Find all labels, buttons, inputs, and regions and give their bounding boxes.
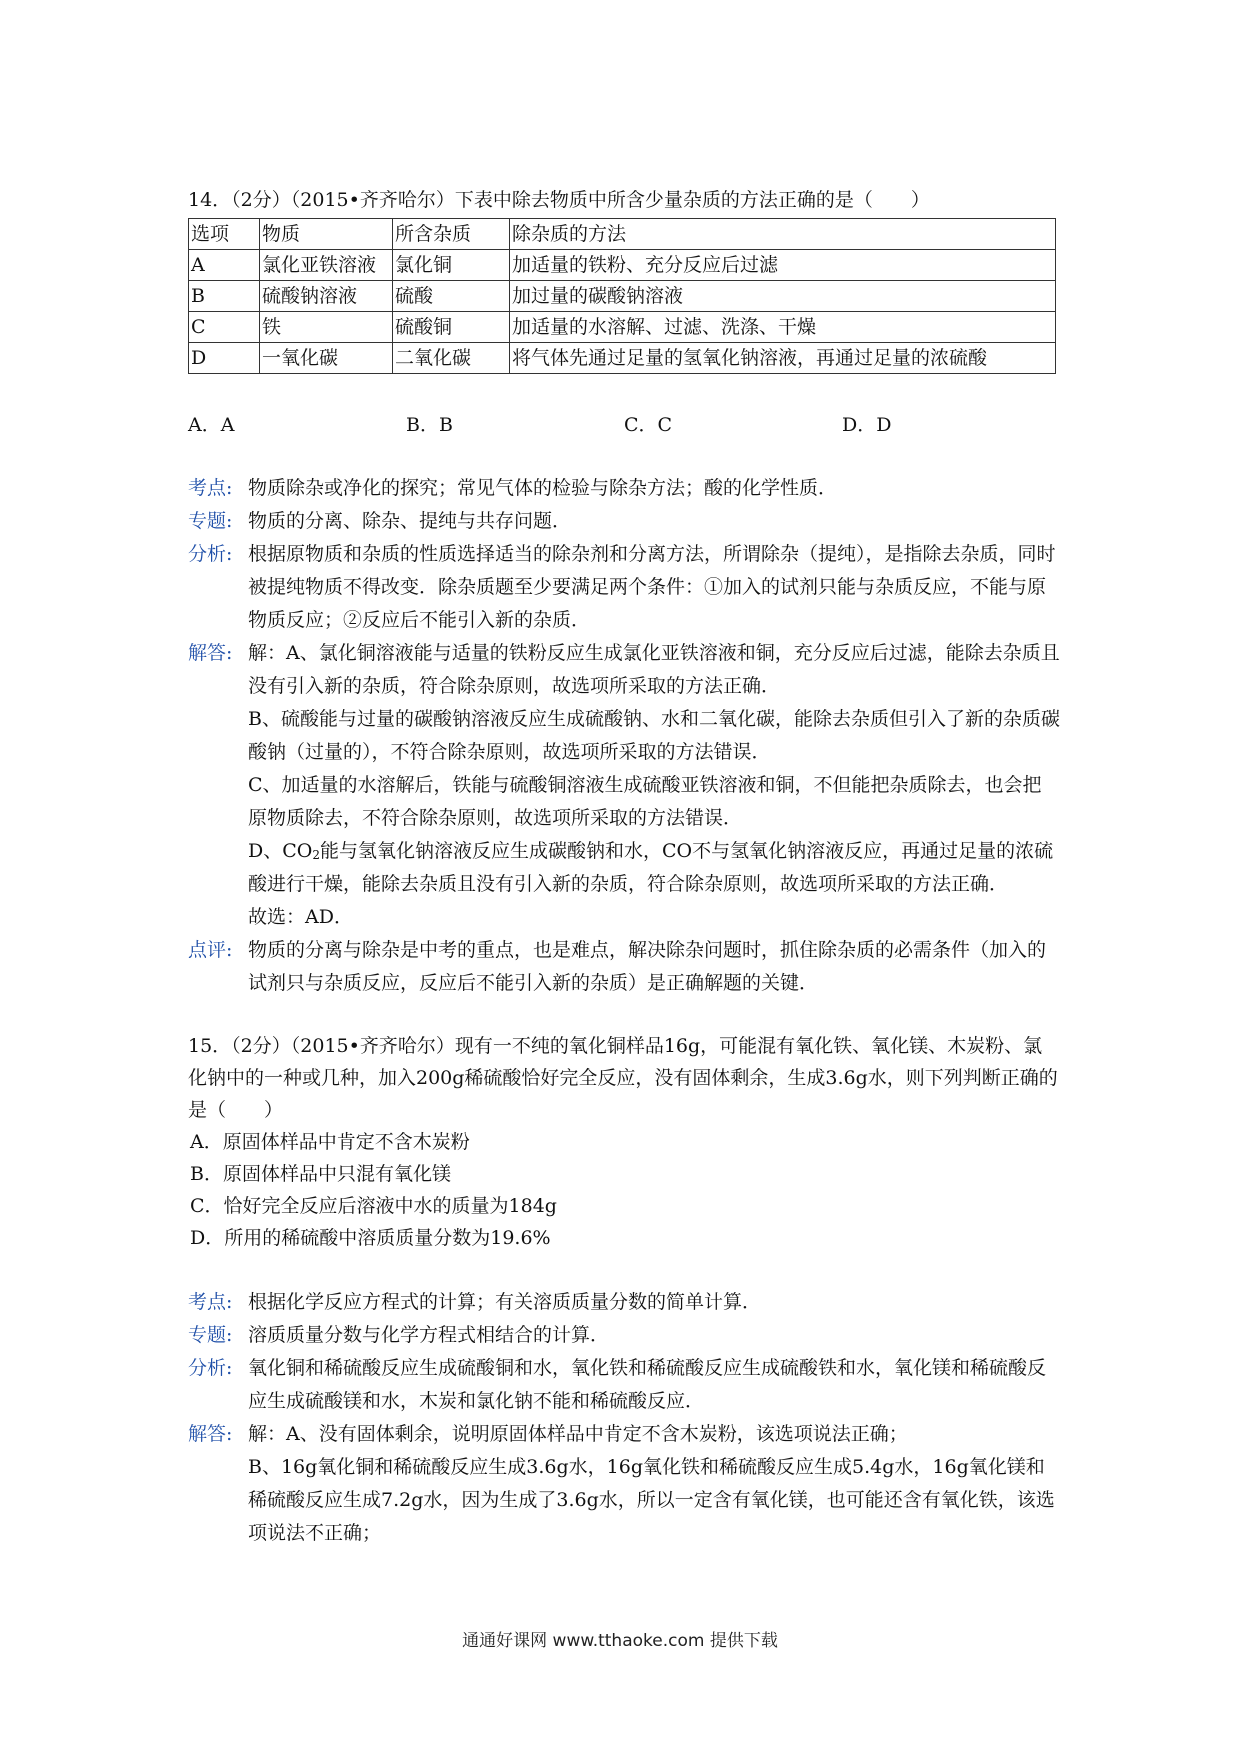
table-cell: 将气体先通过足量的氢氧化钠溶液，再通过足量的浓硫酸 — [510, 343, 1056, 374]
table-cell: 加适量的水溶解、过滤、洗涤、干燥 — [510, 312, 1056, 343]
table-header: 选项 — [189, 219, 260, 250]
page-content — [188, 184, 1060, 1550]
question-14-title: 14．（2分）（2015•齐齐哈尔）下表中除去物质中所含少量杂质的方法正确的是（ ） — [188, 189, 930, 211]
choice-b: B．B — [406, 414, 453, 436]
dianping-label: 点评: — [188, 939, 233, 961]
dianping-text: 物质的分离与除杂是中考的重点，也是难点，解决除杂问题时，抓住除杂质的必需条件（加入的试剂只与杂质反应，反应后不能引入新的杂质）是正确解题的关键． — [248, 939, 1047, 994]
table-cell: 加适量的铁粉、充分反应后过滤 — [510, 250, 1056, 281]
impurity-table — [188, 218, 1056, 374]
zhuanti-row — [188, 505, 1060, 538]
option-b: B．原固体样品中只混有氧化镁 — [190, 1163, 451, 1185]
table-cell: 二氧化碳 — [393, 343, 510, 374]
table-header-row — [189, 219, 1056, 250]
table-header: 除杂质的方法 — [510, 219, 1056, 250]
jieda-answer: 故选：AD． — [248, 906, 353, 928]
zhuanti-label: 专题: — [188, 1324, 233, 1346]
jieda-d-pre: D、CO — [248, 840, 313, 862]
zhuanti-text: 物质的分离、除杂、提纯与共存问题． — [248, 510, 572, 532]
table-cell: 一氧化碳 — [260, 343, 393, 374]
option-a: A．原固体样品中肯定不含木炭粉 — [190, 1131, 470, 1153]
table-row — [189, 343, 1056, 374]
fenxi-text: 根据原物质和杂质的性质选择适当的除杂剂和分离方法，所谓除杂（提纯），是指除去杂质，同时被提纯物质不得改变．除杂质题至少要满足两个条件：①加入的试剂只能与杂质反应，不能与原物质反应；②反应后不能引入新的杂质． — [248, 543, 1056, 631]
question-14-choices — [188, 410, 1060, 440]
dianping-row — [188, 934, 1060, 1000]
fenxi-row — [188, 1352, 1060, 1418]
table-cell: 氯化亚铁溶液 — [260, 250, 393, 281]
option-d: D．所用的稀硫酸中溶质质量分数为19.6% — [190, 1227, 551, 1249]
table-cell: D — [189, 343, 260, 374]
table-header: 物质 — [260, 219, 393, 250]
table-row — [189, 250, 1056, 281]
table-cell: 加过量的碳酸钠溶液 — [510, 281, 1056, 312]
jieda-label: 解答: — [188, 1423, 233, 1445]
table-cell: B — [189, 281, 260, 312]
fenxi-label: 分析: — [188, 543, 233, 565]
jieda-row — [188, 1418, 1060, 1550]
jieda-a: 解：A、没有固体剩余，说明原固体样品中肯定不含木炭粉，该选项说法正确； — [248, 1423, 908, 1445]
jieda-body — [248, 1418, 1060, 1550]
jieda-c: C、加适量的水溶解后，铁能与硫酸铜溶液生成硫酸亚铁溶液和铜，不但能把杂质除去，也会把原物质除去，不符合除杂原则，故选项所采取的方法错误． — [248, 774, 1042, 829]
question-15-options — [188, 1126, 1060, 1254]
jieda-b: B、16g氧化铜和稀硫酸反应生成3.6g水，16g氧化铁和稀硫酸反应生成5.4g水，16g氧化镁和稀硫酸反应生成7.2g水，因为生成了3.6g水，所以一定含有氧化镁，也可能还含有氧化铁，该选项说法不正确； — [248, 1456, 1055, 1544]
kaodian-text: 根据化学反应方程式的计算；有关溶质质量分数的简单计算． — [248, 1291, 762, 1313]
jieda-d — [248, 835, 1060, 901]
table-cell: 硫酸 — [393, 281, 510, 312]
table-header: 所含杂质 — [393, 219, 510, 250]
kaodian-label: 考点: — [188, 477, 233, 499]
table-cell: A — [189, 250, 260, 281]
choice-c: C．C — [624, 414, 673, 436]
question-15-title: 15．（2分）（2015•齐齐哈尔）现有一不纯的氧化铜样品16g，可能混有氧化铁、氧化镁、木炭粉、氯化钠中的一种或几种，加入200g稀硫酸恰好完全反应，没有固体剩余，生成3.6g水，则下列判断正确的是（ ） — [188, 1035, 1058, 1121]
jieda-d-post: 能与氢氧化钠溶液反应生成碳酸钠和水，CO不与氢氧化钠溶液反应，再通过足量的浓硫酸进行干燥，能除去杂质且没有引入新的杂质，符合除杂原则，故选项所采取的方法正确． — [248, 840, 1054, 895]
jieda-row — [188, 637, 1060, 934]
kaodian-label: 考点: — [188, 1291, 233, 1313]
kaodian-text: 物质除杂或净化的探究；常见气体的检验与除杂方法；酸的化学性质． — [248, 477, 838, 499]
fenxi-text: 氧化铜和稀硫酸反应生成硫酸铜和水，氧化铁和稀硫酸反应生成硫酸铁和水，氧化镁和稀硫酸反应生成硫酸镁和水，木炭和氯化钠不能和稀硫酸反应． — [248, 1357, 1047, 1412]
table-cell: 硫酸钠溶液 — [260, 281, 393, 312]
fenxi-row — [188, 538, 1060, 637]
jieda-d-subscript: 2 — [312, 848, 320, 862]
kaodian-row — [188, 472, 1060, 505]
jieda-b: B、硫酸能与过量的碳酸钠溶液反应生成硫酸钠、水和二氧化碳，能除去杂质但引入了新的杂质碳酸钠（过量的），不符合除杂原则，故选项所采取的方法错误． — [248, 708, 1060, 763]
zhuanti-row — [188, 1319, 1060, 1352]
option-c: C．恰好完全反应后溶液中水的质量为184g — [190, 1195, 557, 1217]
table-cell: C — [189, 312, 260, 343]
table-cell: 硫酸铜 — [393, 312, 510, 343]
table-row — [189, 312, 1056, 343]
table-cell: 氯化铜 — [393, 250, 510, 281]
jieda-body — [248, 637, 1060, 934]
zhuanti-text: 溶质质量分数与化学方程式相结合的计算． — [248, 1324, 610, 1346]
zhuanti-label: 专题: — [188, 510, 233, 532]
choice-d: D．D — [842, 414, 892, 436]
question-15-analysis — [188, 1286, 1060, 1550]
table-cell: 铁 — [260, 312, 393, 343]
kaodian-row — [188, 1286, 1060, 1319]
choice-a: A．A — [188, 414, 235, 436]
fenxi-label: 分析: — [188, 1357, 233, 1379]
table-row — [189, 281, 1056, 312]
jieda-a: 解：A、氯化铜溶液能与适量的铁粉反应生成氯化亚铁溶液和铜，充分反应后过滤，能除去杂质且没有引入新的杂质，符合除杂原则，故选项所采取的方法正确． — [248, 642, 1060, 697]
jieda-label: 解答: — [188, 642, 233, 664]
question-14-analysis — [188, 472, 1060, 1000]
page-footer: 通通好课网 www.tthaoke.com 提供下载 — [462, 1631, 778, 1651]
